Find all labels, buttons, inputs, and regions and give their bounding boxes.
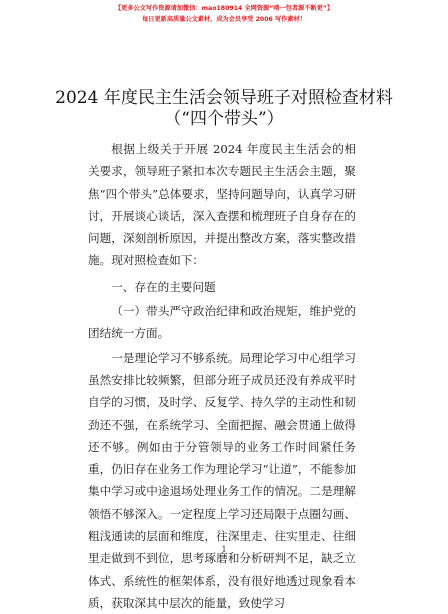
promo-banner-line-2: 每日更新高质量公文素材，成为会员享受 2006 写作素材！: [142, 16, 306, 23]
document-title: [0, 88, 448, 130]
promo-banner-line-1: 【更多公文写作资源请加微信：mao180914 全网资源“啃一包者源不断更”】: [114, 5, 334, 12]
subsection-heading: （一）带头严守政治纪律和政治规矩，维护党的团结统一方面。: [88, 304, 356, 341]
section-heading: 一、存在的主要问题: [111, 279, 216, 294]
intro-paragraph: 根据上级关于开展 2024 年度民主生活会的相关要求，领导班子紧扣本次专题民主生活会主题，聚焦“四个带头”总体要求，坚持问题导向，认真学习研讨，开展谈心谈话，深入查摆和梳理班子自身存在的问题，深刻剖析原因，并提出整改方案，落实整改措施。现对照检查如下：: [88, 142, 356, 268]
body-paragraph: 一是理论学习不够系统。局理论学习中心组学习虽然安排比较频繁，但部分班子成员还没有养成平时自学的习惯，及时学、反复学、持久学的主动性和韧劲还不强，在系统学习、全面把握、融会贯通上做得还不够。例如由于分管领导的业务工作时间紧任务重，仍旧存在业务工作为理论学习“让道”，不能参加集中学习或中途退场处理业务工作的情况。二是理解领悟不够深入。一定程度上学习还局限于点圈勾画、粗浅通读的层面和维度，往深里走、往实里走、往细里走做到不到位，思考琢磨和分析研判不足，缺乏立体式、系统性的框架体系，没有很好地透过现象看本质，获取深其中层次的能量，致使学习: [88, 350, 356, 610]
title-line-2: （“四个带头”）: [164, 109, 284, 129]
promo-banner: [0, 4, 448, 25]
document-body: [88, 138, 356, 614]
page-number: 1: [221, 545, 227, 554]
title-line-1: 2024 年度民主生活会领导班子对照检查材料: [55, 88, 393, 108]
